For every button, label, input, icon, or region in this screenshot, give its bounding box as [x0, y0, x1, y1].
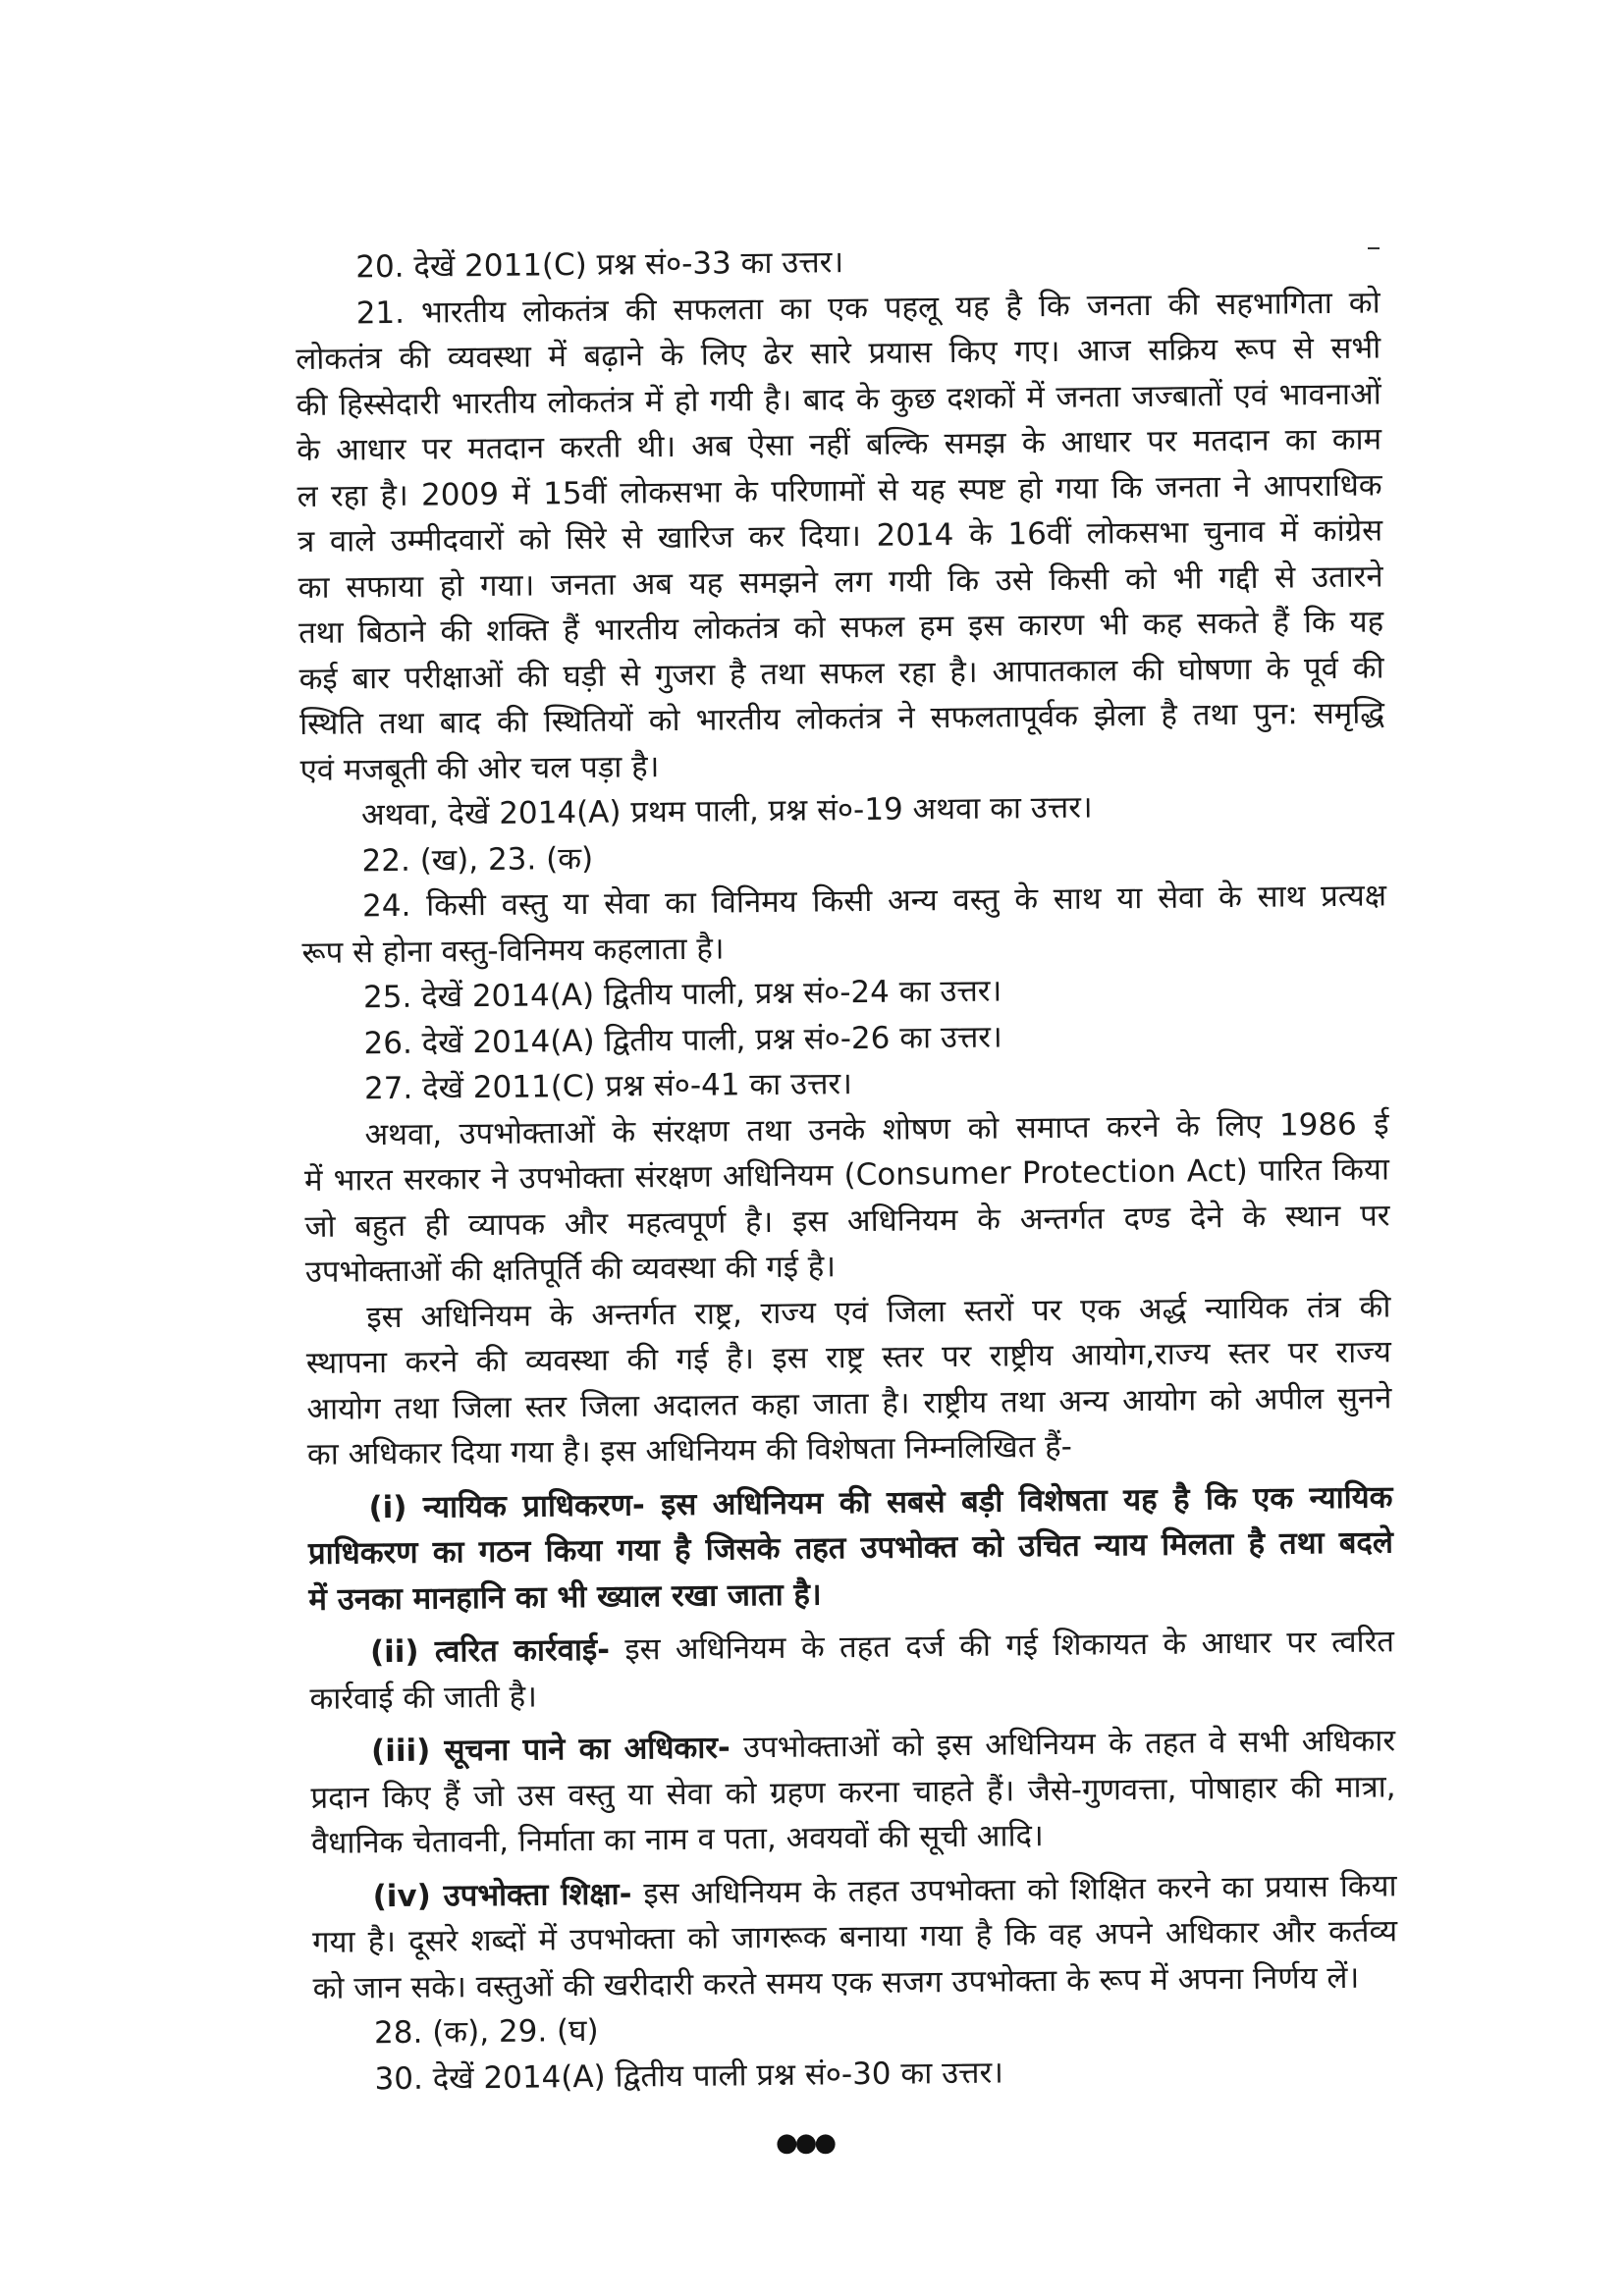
- line-text: एवं मजबूती की ओर चल पड़ा है।: [299, 748, 660, 788]
- feature-paragraph: [311, 1863, 1397, 2011]
- line-text: का सफाया हो गया। जनता अब यह समझने लग गयी कि उसे किसी को भी गद्दी से उतारने: [298, 558, 1383, 606]
- answer-paragraph: [301, 873, 1387, 976]
- feature-heading: (iii) सूचना पाने का अधिकार-: [370, 1730, 731, 1770]
- feature-paragraph: [310, 1718, 1396, 1866]
- line-text: में भारत सरकार ने उपभोक्ता संरक्षण अधिनियम (Consumer Protection Act) पारित किया: [303, 1151, 1390, 1199]
- answer-paragraph: [295, 280, 1384, 793]
- line-text: स्थापना करने की व्यवस्था की गई है। इस राष्ट्र स्तर पर राष्ट्रीय आयोग,राज्य स्तर पर राज्य: [305, 1334, 1392, 1381]
- scan-mark: [1368, 247, 1380, 249]
- line-text: में उनका मानहानि का भी ख्याल रखा जाता है।: [308, 1575, 822, 1618]
- line-text: जो बहुत ही व्यापक और महत्वपूर्ण है। इस अधिनियम के अन्तर्गत दण्ड देने के स्थान पर: [304, 1197, 1390, 1245]
- answer-paragraph: [305, 1284, 1392, 1478]
- line-text: 28. (क), 29. (घ): [373, 2012, 599, 2052]
- line-text: 21. भारतीय लोकतंत्र की सफलता का एक पहलू यह है कि जनता की सहभागिता को: [355, 284, 1380, 331]
- line-text: वैधानिक चेतावनी, निर्माता का नाम व पता, अवयवों की सूची आदि।: [310, 1818, 1044, 1861]
- line-text: इस अधिनियम के अन्तर्गत राष्ट्र, राज्य एवं जिला स्तरों पर एक अर्द्ध न्यायिक तंत्र की: [366, 1288, 1391, 1335]
- line-text: के आधार पर मतदान करती थी। अब ऐसा नहीं बल्कि समझ के आधार पर मतदान का काम: [297, 421, 1382, 468]
- line-text: इस अधिनियम की सबसे बड़ी विशेषता यह है कि एक न्यायिक: [644, 1478, 1393, 1522]
- line-text: 30. देखें 2014(A) द्वितीय पाली प्रश्न सं०-30 का उत्तर।: [374, 2055, 1004, 2097]
- line-text: इस अधिनियम के तहत दर्ज की गई शिकायत के आधार पर त्वरित: [609, 1624, 1395, 1668]
- line-text: इस अधिनियम के तहत उपभोक्ता को शिक्षित करने का प्रयास किया: [631, 1867, 1397, 1911]
- line-text: उपभोक्ताओं को इस अधिनियम के तहत वे सभी अधिकार: [730, 1723, 1396, 1766]
- line-text: लोकतंत्र की व्यवस्था में बढ़ाने के लिए ढेर सारे प्रयास किए गए। आज सक्रिय रूप से सभी: [296, 330, 1381, 377]
- line-text: अथवा, उपभोक्ताओं के संरक्षण तथा उनके शोषण को समाप्त करने के लिए 1986 ई: [364, 1105, 1389, 1152]
- line-text: तथा बिठाने की शक्ति हैं भारतीय लोकतंत्र को सफल हम इस कारण भी कह सकते हैं कि यह: [298, 604, 1384, 651]
- line-text: 22. (ख), 23. (क): [361, 840, 594, 879]
- line-text: का अधिकार दिया गया है। इस अधिनियम की विशेषता निम्नलिखित हैं-: [306, 1428, 1073, 1472]
- line-text: रूप से होना वस्तु-विनिमय कहलाता है।: [301, 930, 725, 971]
- line-text: स्थिति तथा बाद की स्थितियों को भारतीय लोकतंत्र ने सफलतापूर्वक झेला है तथा पुन: समृद्धि: [298, 695, 1385, 742]
- answer-paragraph: [303, 1101, 1390, 1296]
- feature-paragraph: [309, 1619, 1395, 1722]
- line-text: ल रहा है। 2009 में 15वीं लोकसभा के परिणामों से यह स्पष्ट हो गया कि जनता ने आपराधिक: [297, 466, 1382, 514]
- line-text: उपभोक्ताओं की क्षतिपूर्ति की व्यवस्था की गई है।: [304, 1249, 837, 1290]
- line-text: त्र वाले उम्मीदवारों को सिरे से खारिज कर दिया। 2014 के 16वीं लोकसभा चुनाव में कांग्रेस: [297, 512, 1383, 560]
- line-text: अथवा, देखें 2014(A) प्रथम पाली, प्रश्न सं०-19 अथवा का उत्तर।: [360, 789, 1093, 833]
- line-text: 27. देखें 2011(C) प्रश्न सं०-41 का उत्तर।: [363, 1066, 853, 1107]
- line-text: 26. देखें 2014(A) द्वितीय पाली, प्रश्न सं०-26 का उत्तर।: [363, 1018, 1002, 1061]
- line-text: प्रदान किए हैं जो उस वस्तु या सेवा को ग्रहण करना चाहते हैं। जैसे-गुणवत्ता, पोषाहार की मात्रा,: [310, 1768, 1396, 1816]
- line-text: 20. देखें 2011(C) प्रश्न सं०-33 का उत्तर।: [355, 244, 844, 286]
- line-text: प्राधिकरण का गठन किया गया है जिसके तहत उपभोक्त को उचित न्याय मिलता है तथा बदले: [307, 1524, 1394, 1572]
- line-text: गया है। दूसरे शब्दों में उपभोक्ता को जागरूक बनाया गया है कि वह अपने अधिकार और कर्तव्य: [311, 1913, 1398, 1960]
- feature-heading: (i) न्यायिक प्राधिकरण-: [368, 1486, 645, 1525]
- line-text: 24. किसी वस्तु या सेवा का विनिमय किसी अन्य वस्तु के साथ या सेवा के साथ प्रत्यक्ष: [361, 878, 1387, 925]
- line-text: की हिस्सेदारी भारतीय लोकतंत्र में हो गयी है। बाद के कुछ दशकों में जनता जज्बातों एवं भावनाओं: [296, 375, 1381, 423]
- line-text: 25. देखें 2014(A) द्वितीय पाली, प्रश्न सं०-24 का उत्तर।: [362, 973, 1002, 1016]
- line-text: कार्रवाई की जाती है।: [309, 1678, 538, 1717]
- line-text: आयोग तथा जिला स्तर जिला अदालत कहा जाता है। राष्ट्रीय तथा अन्य आयोग को अपील सुनने: [306, 1379, 1392, 1427]
- feature-paragraph: [307, 1474, 1393, 1623]
- end-ornament: ●●●: [776, 2128, 835, 2158]
- line-text: कई बार परीक्षाओं की घड़ी से गुजरा है तथा सफल रहा है। आपातकाल की घोषणा के पूर्व की: [298, 649, 1384, 697]
- feature-heading: (ii) त्वरित कार्रवाई-: [369, 1631, 611, 1671]
- line-text: को जान सके। वस्तुओं की खरीदारी करते समय एक सजग उपभोक्ता के रूप में अपना निर्णय लें।: [312, 1959, 1360, 2006]
- document-body: [295, 234, 1399, 2102]
- feature-heading: (iv) उपभोक्ता शिक्षा-: [372, 1875, 632, 1914]
